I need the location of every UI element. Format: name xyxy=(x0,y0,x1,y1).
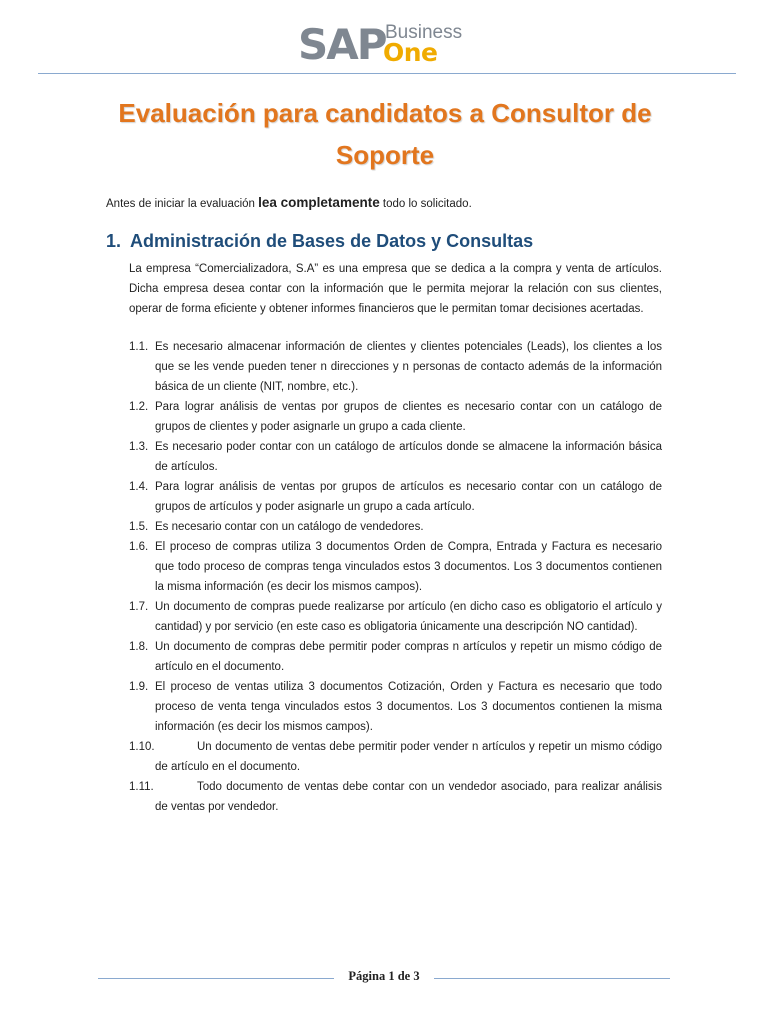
intro-after: todo lo solicitado. xyxy=(379,198,472,210)
intro-before: Antes de iniciar la evaluación xyxy=(106,198,259,210)
item-number: 1.5. xyxy=(129,521,149,533)
item-number: 1.2. xyxy=(129,401,149,413)
item-text: Un documento de ventas debe permitir poder vender n artículos y repetir un mismo código de artículo en el documento. xyxy=(155,741,662,773)
section-paragraph: La empresa “Comercializadora, S.A” es una empresa que se dedica a la compra y venta de artículos. Dicha empresa desea contar con la información que le permita mejorar la relación con sus clientes, operar de forma eficiente y obtener informes financieros que le permitan tomar decisiones acertadas. xyxy=(129,263,662,315)
item-text: Un documento de compras puede realizarse por artículo (en dicho caso es obligatorio el artículo y cantidad) y por servicio (en este caso es obligatoria únicamente una descripción NO cantidad). xyxy=(155,601,662,633)
requirements-list xyxy=(129,337,662,817)
section-number: 1. xyxy=(106,231,122,251)
item-text: Es necesario contar con un catálogo de vendedores. xyxy=(155,521,424,533)
item-text: Para lograr análisis de ventas por grupos de artículos es necesario contar con un catálogo de grupos de artículos y poder asignarle un grupo a cada artículo. xyxy=(155,481,662,513)
document-title: Evaluación para candidatos a Consultor de Soporte xyxy=(118,98,652,170)
item-number: 1.1. xyxy=(129,341,149,353)
item-number: 1.8. xyxy=(129,641,149,653)
section-title: Administración de Bases de Datos y Consultas xyxy=(130,231,534,251)
logo-sap-text: SAP xyxy=(298,20,386,69)
item-text: Para lograr análisis de ventas por grupos de clientes es necesario contar con un catálogo de grupos de clientes y poder asignarle un grupo a cada cliente. xyxy=(155,401,662,433)
intro-emphasis: lea completamente xyxy=(258,195,380,210)
list-item xyxy=(129,477,662,517)
list-item xyxy=(129,777,662,817)
item-number: 1.9. xyxy=(129,681,149,693)
item-text: Es necesario almacenar información de clientes y clientes potenciales (Leads), los clientes a los que se les vende pueden tener n direcciones y n personas de contacto además de la información básica de un cliente (NIT, nombre, etc.). xyxy=(155,341,662,393)
list-item xyxy=(129,597,662,637)
logo-business-text: Business xyxy=(385,22,463,43)
header-divider xyxy=(38,73,736,74)
item-text: Todo documento de ventas debe contar con un vendedor asociado, para realizar análisis de ventas por vendedor. xyxy=(155,781,662,813)
list-item xyxy=(129,637,662,677)
item-number: 1.11. xyxy=(129,781,154,793)
footer-divider-right xyxy=(434,978,670,979)
item-text: Es necesario poder contar con un catálogo de artículos donde se almacene la información básica de artículos. xyxy=(155,441,662,473)
list-item xyxy=(129,737,662,777)
list-item xyxy=(129,517,662,537)
list-item xyxy=(129,397,662,437)
item-number: 1.7. xyxy=(129,601,149,613)
list-item xyxy=(129,437,662,477)
page-number: Página 1 de 3 xyxy=(348,969,420,983)
item-text: El proceso de ventas utiliza 3 documentos Cotización, Orden y Factura es necesario que todo proceso de venta tenga vinculados estos 3 documentos. Los 3 documentos contienen la misma información (es decir los mismos campos). xyxy=(155,681,662,733)
item-text: El proceso de compras utiliza 3 documentos Orden de Compra, Entrada y Factura es necesario que todo proceso de compras tenga vinculados estos 3 documentos. Los 3 documentos contienen la misma información (es decir los mismos campos). xyxy=(155,541,662,593)
item-number: 1.4. xyxy=(129,481,149,493)
intro-line xyxy=(106,195,472,210)
list-item xyxy=(129,537,662,597)
item-text: Un documento de compras debe permitir poder compras n artículos y repetir un mismo código de artículo en el documento. xyxy=(155,641,662,673)
section-heading xyxy=(106,231,706,252)
list-item xyxy=(129,337,662,397)
item-number: 1.10. xyxy=(129,741,155,753)
item-number: 1.6. xyxy=(129,541,149,553)
sap-business-one-logo xyxy=(298,20,463,69)
footer-divider-left xyxy=(98,978,334,979)
item-number: 1.3. xyxy=(129,441,149,453)
list-item xyxy=(129,677,662,737)
logo-one-text: One xyxy=(383,38,438,67)
